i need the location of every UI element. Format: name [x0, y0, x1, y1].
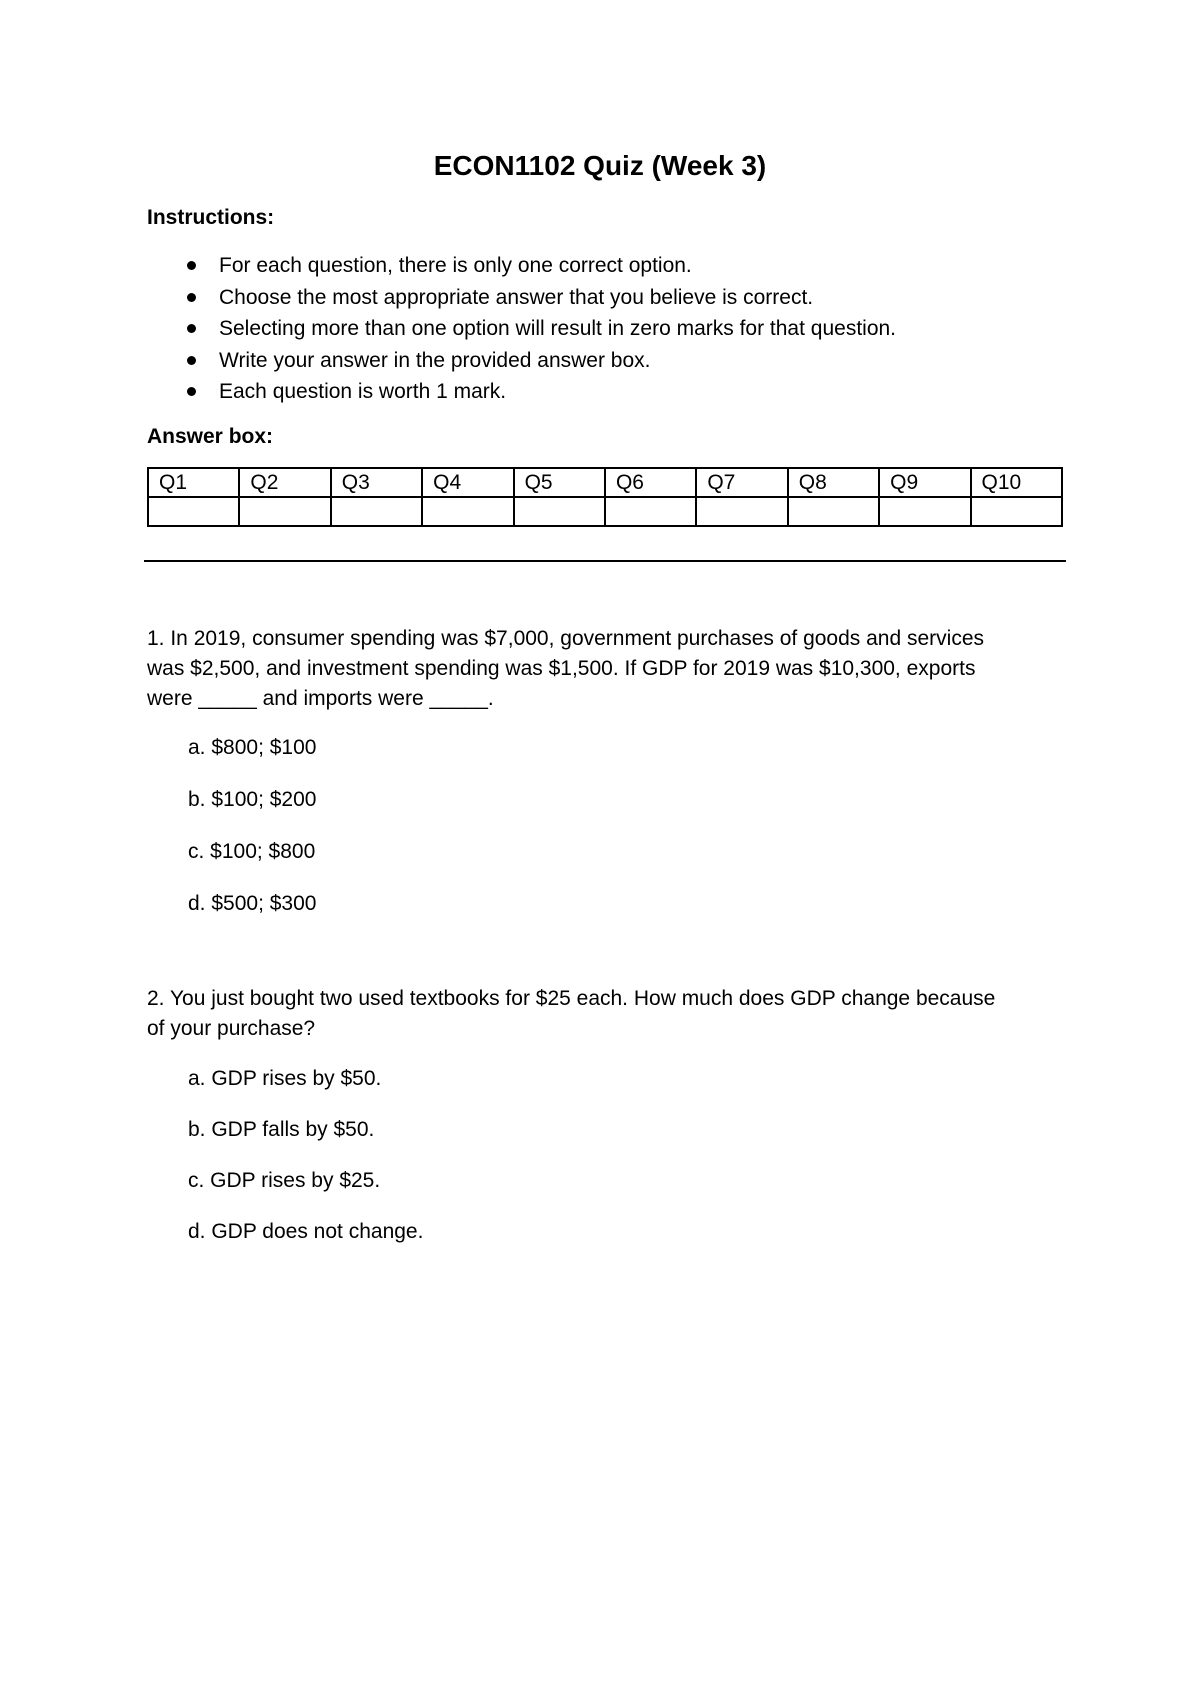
answer-header-cell: Q6: [605, 468, 696, 497]
section-divider: [144, 560, 1066, 562]
answer-box-header-row: [148, 468, 1062, 497]
answer-header-cell: Q1: [148, 468, 239, 497]
question-2-text: 2. You just bought two used textbooks for $25 each. How much does GDP change because of your purchase?: [147, 987, 996, 1040]
answer-cell-q5[interactable]: [514, 497, 605, 526]
instruction-text: Each question is worth 1 mark.: [219, 380, 507, 403]
instruction-item: [147, 376, 896, 408]
question-2-option-b: b. GDP falls by $50.: [188, 1118, 375, 1141]
answer-cell-q3[interactable]: [331, 497, 422, 526]
question-2-option-c: c. GDP rises by $25.: [188, 1169, 381, 1192]
answer-header-cell: Q2: [239, 468, 330, 497]
instruction-item: [147, 250, 896, 282]
answer-cell-q6[interactable]: [605, 497, 696, 526]
instruction-item: [147, 313, 896, 345]
answer-box-table: [147, 467, 1063, 527]
answer-cell-q8[interactable]: [788, 497, 879, 526]
bullet-icon: [187, 293, 196, 302]
answer-header-cell: Q8: [788, 468, 879, 497]
instruction-item: [147, 282, 896, 314]
question-1-option-a: a. $800; $100: [188, 736, 317, 759]
instructions-list: [147, 250, 896, 408]
answer-cell-q10[interactable]: [971, 497, 1062, 526]
answer-box-answer-row: [148, 497, 1062, 526]
question-1-option-c: c. $100; $800: [188, 840, 316, 863]
answer-header-cell: Q4: [422, 468, 513, 497]
answer-header-cell: Q7: [696, 468, 787, 497]
answer-header-cell: Q9: [879, 468, 970, 497]
instruction-text: Choose the most appropriate answer that you believe is correct.: [219, 285, 814, 309]
instruction-item: [147, 345, 896, 377]
question-2-options: [188, 1064, 423, 1268]
answer-cell-q4[interactable]: [422, 497, 513, 526]
instruction-text: For each question, there is only one correct option.: [219, 254, 692, 277]
instruction-text: Write your answer in the provided answer box.: [219, 348, 651, 372]
answer-cell-q2[interactable]: [239, 497, 330, 526]
answer-header-cell: Q5: [514, 468, 605, 497]
bullet-icon: [187, 324, 196, 333]
answer-box-heading: Answer box:: [147, 425, 274, 448]
answer-header-cell: Q10: [971, 468, 1062, 497]
question-1-option-d: d. $500; $300: [188, 892, 317, 915]
question-1-option-b: b. $100; $200: [188, 788, 317, 811]
bullet-icon: [187, 261, 196, 270]
question-1-options: [188, 733, 316, 941]
instruction-text: Selecting more than one option will result in zero marks for that question.: [219, 317, 897, 340]
page-title: ECON1102 Quiz (Week 3): [433, 150, 767, 181]
instructions-heading: Instructions:: [147, 206, 275, 229]
answer-header-cell: Q3: [331, 468, 422, 497]
answer-cell-q7[interactable]: [696, 497, 787, 526]
answer-cell-q1[interactable]: [148, 497, 239, 526]
question-1-text: 1. In 2019, consumer spending was $7,000, government purchases of goods and services was $2,500, and investment spending was $1,500. If GDP for 2019 was $10,300, exports were _____ and imports were _____.: [147, 627, 985, 710]
answer-cell-q9[interactable]: [879, 497, 970, 526]
question-2-option-a: a. GDP rises by $50.: [188, 1067, 382, 1090]
bullet-icon: [187, 356, 196, 365]
bullet-icon: [187, 387, 196, 396]
question-2-option-d: d. GDP does not change.: [188, 1220, 424, 1243]
